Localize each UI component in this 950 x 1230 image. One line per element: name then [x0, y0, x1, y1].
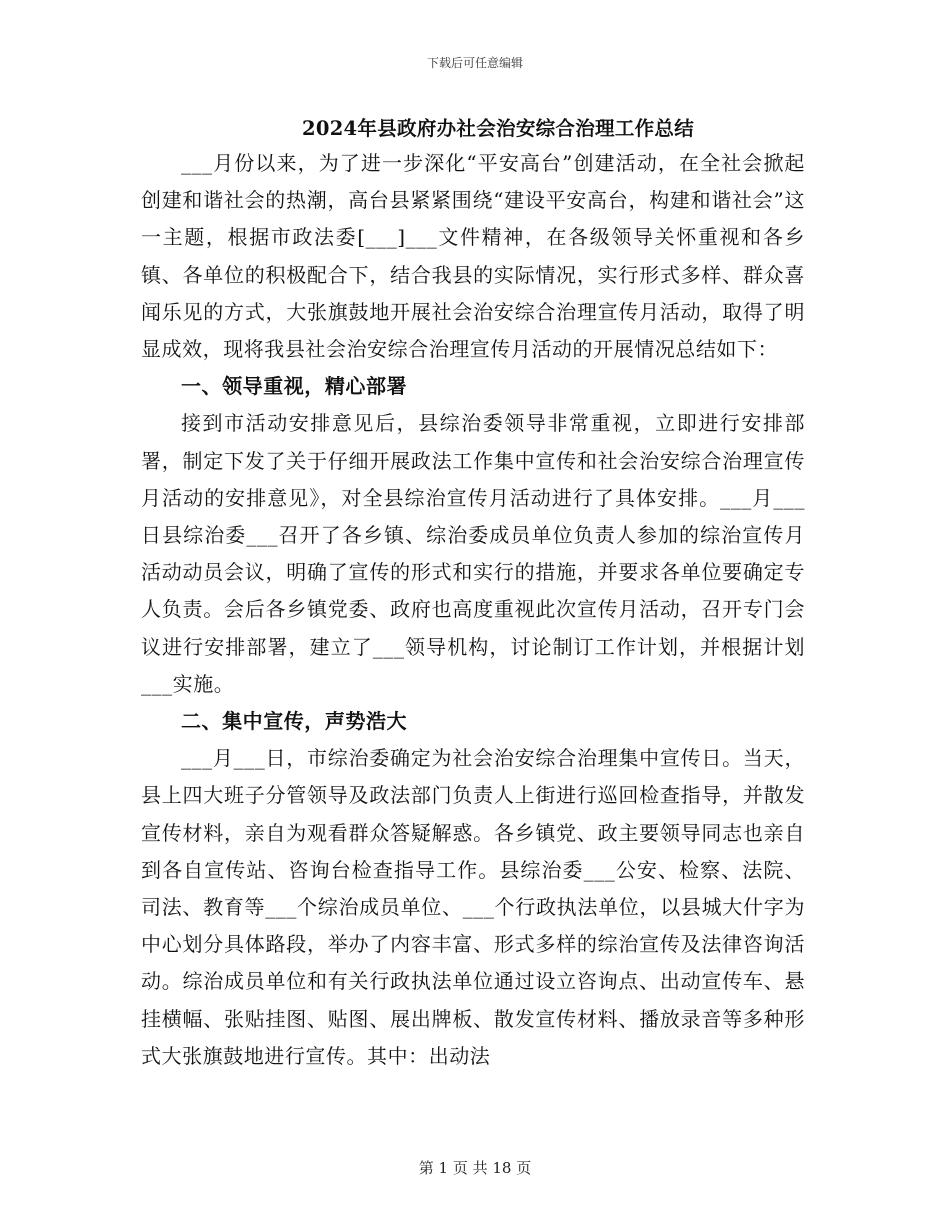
document-title: 2024年县政府办社会治安综合治理工作总结 — [301, 117, 695, 140]
paragraph-section-2: ___月___日，市综治委确定为社会治安综合治理集中宣传日。当天，县上四大班子分管领导及政法部门负责人上街进行巡回检查指导，并散发宣传材料，亲自为观看群众答疑解惑。各乡镇党、政主要领导同志也亲自到各自宣传站、咨询台检查指导工作。县综治委___公安、检察、法院、司法、教育等___个综治成员单位、___个行政执法单位，以县城大什字为中心划分具体路段，举办了内容丰富、形式多样的综治宣传及法律咨询活动。综治成员单位和有关行政执法单位通过设立咨询点、出动宣传车、悬挂横幅、张贴挂图、贴图、展出牌板、散发宣传材料、播放录音等多种形式大张旗鼓地进行宣传。其中：出动法 — [141, 746, 805, 1068]
section-heading-1: 一、领导重视，精心部署 — [181, 374, 408, 399]
header-note: 下载后可任意编辑 — [426, 56, 523, 70]
paragraph-intro: ___月份以来，为了进一步深化“平安高台”创建活动，在全社会掀起创建和谐社会的热潮，高台县紧紧围绕“建设平安高台，构建和谐社会”这一主题，根据市政法委[___]___文件精神，在各级领导关怀重视和各乡镇、各单位的积极配合下，结合我县的实际情况，实行形式多样、群众喜闻乐见的方式，大张旗鼓地开展社会治安综合治理宣传月活动，取得了明显成效，现将我县社会治安综合治理宣传月活动的开展情况总结如下： — [141, 151, 805, 362]
document-body — [141, 145, 805, 1075]
section-heading-2: 二、集中宣传，声势浩大 — [181, 709, 408, 734]
paragraph-section-1: 接到市活动安排意见后，县综治委领导非常重视，立即进行安排部署，制定下发了关于仔细开展政法工作集中宣传和社会治安综合治理宣传月活动的安排意见》，对全县综治宣传月活动进行了具体安排。___月___日县综治委___召开了各乡镇、综治委成员单位负责人参加的综治宣传月活动动员会议，明确了宣传的形式和实行的措施，并要求各单位要确定专人负责。会后各乡镇党委、政府也高度重视此次宣传月活动，召开专门会议进行安排部署，建立了___领导机构，讨论制订工作计划，并根据计划___实施。 — [141, 411, 805, 696]
page-number-footer: 第 1 页 共 18 页 — [418, 1159, 532, 1177]
